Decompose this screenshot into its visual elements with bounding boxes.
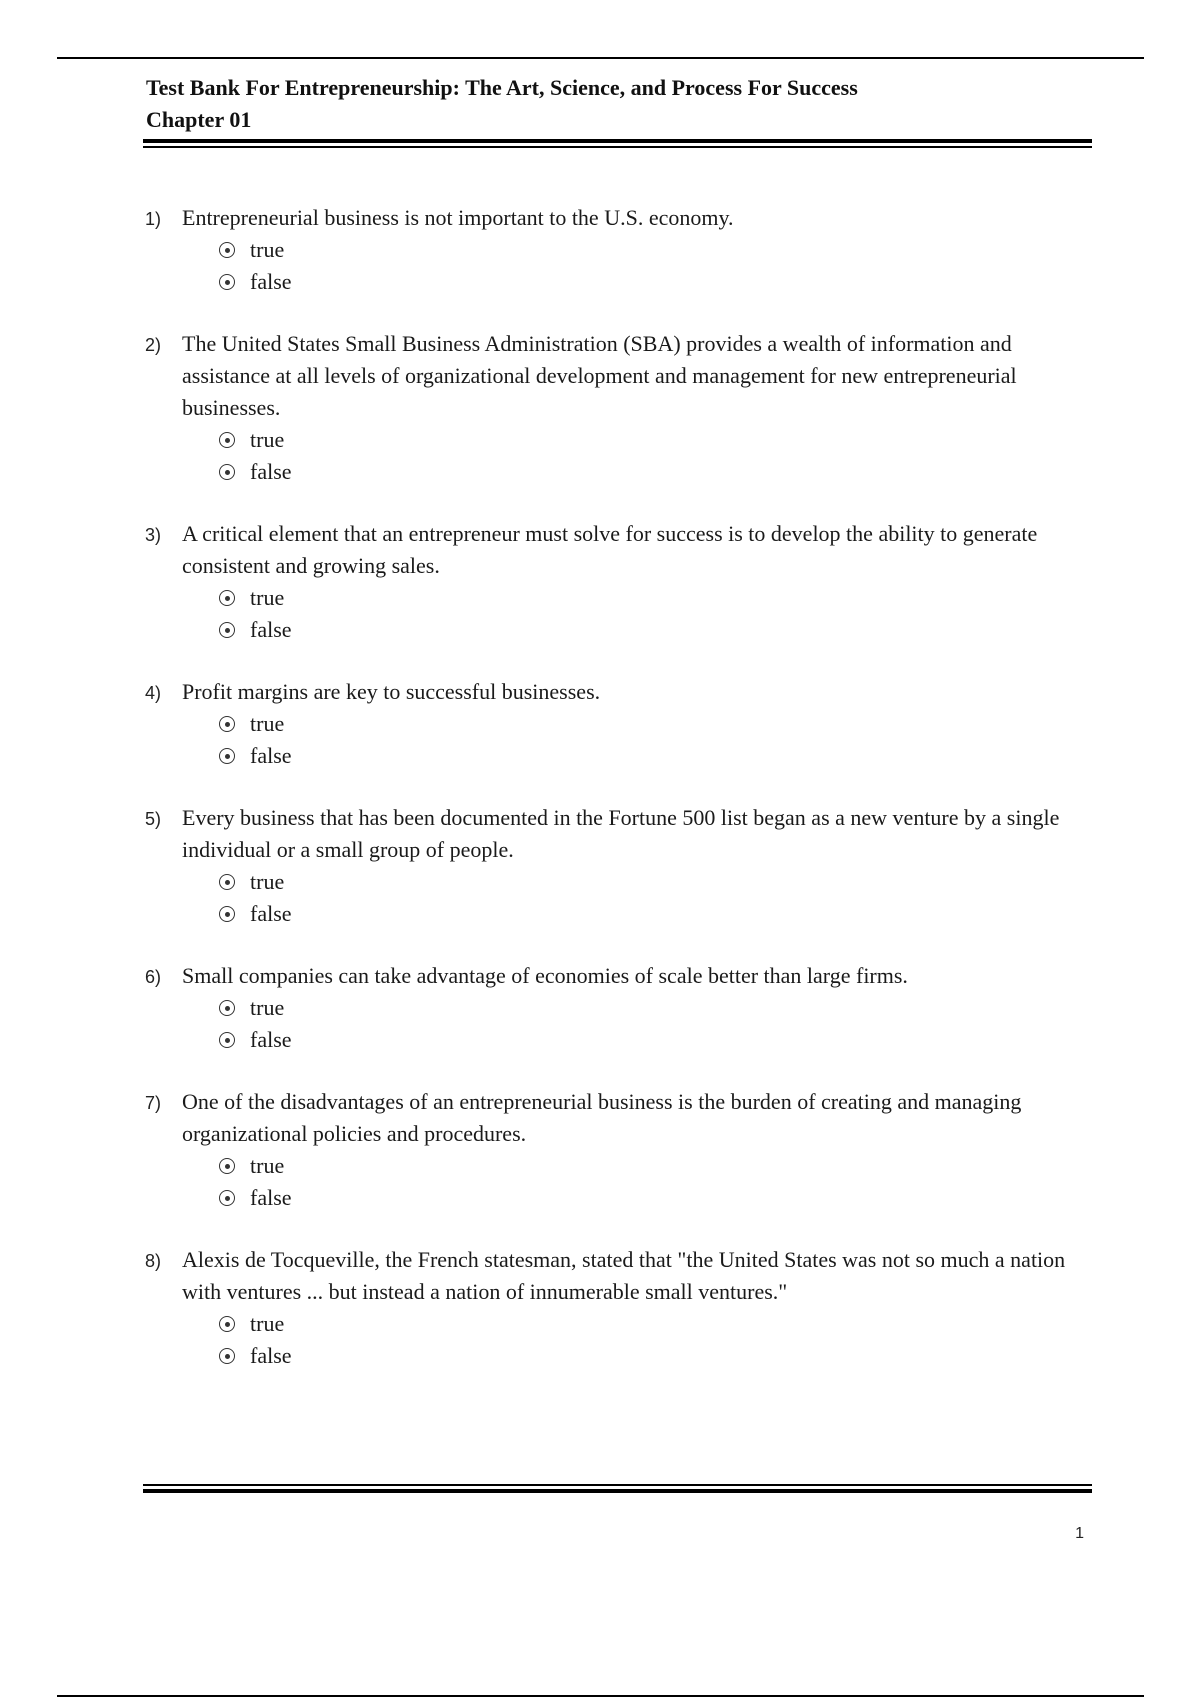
radio-icon[interactable]	[219, 906, 235, 922]
radio-icon[interactable]	[219, 874, 235, 890]
option-label: false	[250, 1343, 292, 1368]
option-false[interactable]	[219, 1024, 1093, 1056]
question-number: 3)	[145, 525, 162, 545]
option-label: false	[250, 269, 292, 294]
option-label: true	[250, 711, 285, 736]
document-title: Test Bank For Entrepreneurship: The Art, Science, and Process For Success	[146, 75, 858, 100]
option-true[interactable]	[219, 866, 1093, 898]
option-false[interactable]	[219, 1182, 1093, 1214]
question-number: 7)	[145, 1093, 162, 1113]
question-text: Small companies can take advantage of economies of scale better than large firms.	[182, 963, 908, 988]
radio-icon[interactable]	[219, 622, 235, 638]
option-true[interactable]	[219, 424, 1093, 456]
chapter-label: Chapter 01	[146, 107, 252, 132]
question-2	[143, 328, 1093, 488]
option-false[interactable]	[219, 1340, 1093, 1372]
radio-icon[interactable]	[219, 1158, 235, 1174]
option-false[interactable]	[219, 266, 1093, 298]
question-text: The United States Small Business Administration (SBA) provides a wealth of information and assistance at all levels of organizational development and management for new entrepreneurial businesses.	[182, 331, 1017, 420]
option-true[interactable]	[219, 1308, 1093, 1340]
option-label: false	[250, 743, 292, 768]
question-number: 2)	[145, 335, 162, 355]
footer-divider	[143, 1484, 1092, 1495]
option-label: true	[250, 995, 285, 1020]
question-text: Every business that has been documented in the Fortune 500 list began as a new venture by a single individual or a small group of people.	[182, 805, 1060, 862]
option-true[interactable]	[219, 992, 1093, 1024]
radio-icon[interactable]	[219, 1316, 235, 1332]
question-number: 4)	[145, 683, 162, 703]
question-number: 1)	[145, 209, 162, 229]
radio-icon[interactable]	[219, 590, 235, 606]
question-5	[143, 802, 1093, 930]
question-text: Alexis de Tocqueville, the French statesman, stated that "the United States was not so much a nation with ventures ... but instead a nation of innumerable small ventures."	[182, 1247, 1066, 1304]
option-true[interactable]	[219, 582, 1093, 614]
bottom-edge-rule	[57, 1695, 1144, 1697]
option-true[interactable]	[219, 708, 1093, 740]
option-label: true	[250, 1311, 285, 1336]
option-label: false	[250, 901, 292, 926]
option-false[interactable]	[219, 898, 1093, 930]
radio-icon[interactable]	[219, 464, 235, 480]
option-label: false	[250, 1027, 292, 1052]
radio-icon[interactable]	[219, 274, 235, 290]
option-false[interactable]	[219, 740, 1093, 772]
option-label: true	[250, 237, 285, 262]
top-edge-rule	[57, 57, 1144, 59]
radio-icon[interactable]	[219, 748, 235, 764]
option-true[interactable]	[219, 1150, 1093, 1182]
header-divider	[143, 139, 1092, 150]
option-true[interactable]	[219, 234, 1093, 266]
option-label: true	[250, 585, 285, 610]
question-3	[143, 518, 1093, 646]
question-6	[143, 960, 1093, 1056]
question-text: One of the disadvantages of an entrepreneurial business is the burden of creating and managing organizational policies and procedures.	[182, 1089, 1022, 1146]
option-label: true	[250, 1153, 285, 1178]
radio-icon[interactable]	[219, 432, 235, 448]
option-label: false	[250, 1185, 292, 1210]
document-header	[146, 72, 1096, 136]
option-label: false	[250, 617, 292, 642]
option-false[interactable]	[219, 456, 1093, 488]
question-7	[143, 1086, 1093, 1214]
question-8	[143, 1244, 1093, 1372]
radio-icon[interactable]	[219, 1000, 235, 1016]
option-false[interactable]	[219, 614, 1093, 646]
option-label: true	[250, 427, 285, 452]
radio-icon[interactable]	[219, 1190, 235, 1206]
question-1	[143, 202, 1093, 298]
question-4	[143, 676, 1093, 772]
radio-icon[interactable]	[219, 1032, 235, 1048]
question-list	[143, 202, 1093, 1402]
page-number: 1	[1075, 1525, 1084, 1542]
radio-icon[interactable]	[219, 716, 235, 732]
radio-icon[interactable]	[219, 242, 235, 258]
question-text: A critical element that an entrepreneur must solve for success is to develop the ability to generate consistent and growing sales.	[182, 521, 1038, 578]
question-text: Entrepreneurial business is not important to the U.S. economy.	[182, 205, 734, 230]
question-number: 6)	[145, 967, 162, 987]
question-number: 8)	[145, 1251, 162, 1271]
radio-icon[interactable]	[219, 1348, 235, 1364]
option-label: true	[250, 869, 285, 894]
option-label: false	[250, 459, 292, 484]
question-number: 5)	[145, 809, 162, 829]
question-text: Profit margins are key to successful businesses.	[182, 679, 601, 704]
